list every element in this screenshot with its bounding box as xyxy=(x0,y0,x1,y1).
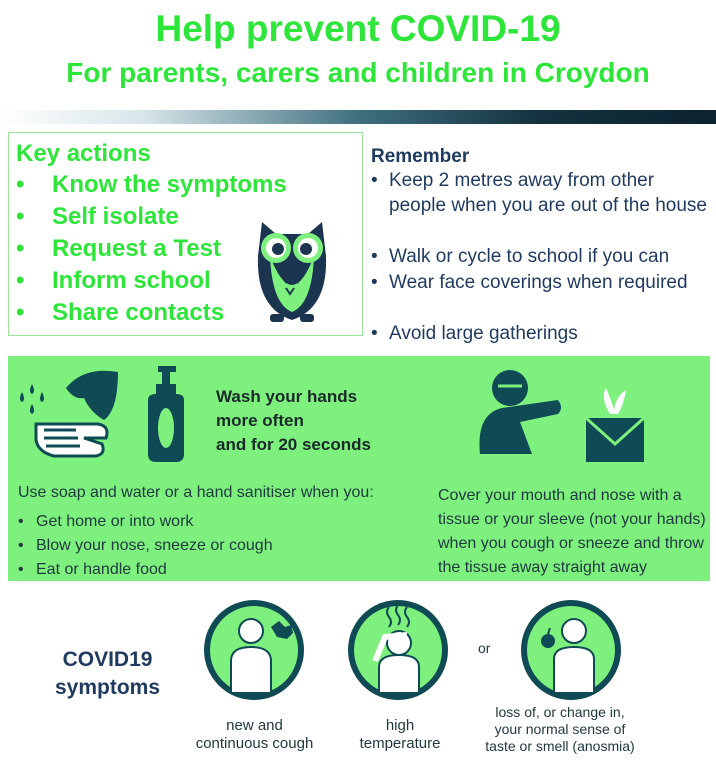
bullet: • xyxy=(18,561,24,578)
remember-text: Walk or cycle to school if you can xyxy=(389,246,670,267)
key-action-item xyxy=(16,171,287,199)
owl-icon xyxy=(252,216,332,326)
wash-hands-heading xyxy=(216,385,371,457)
remember-item xyxy=(371,270,711,295)
soap-bottle-icon xyxy=(142,364,188,464)
cough-caption xyxy=(182,717,327,753)
key-action-item xyxy=(16,299,224,327)
temperature-caption xyxy=(340,717,460,753)
soap-item-label: Get home or into work xyxy=(36,513,194,530)
bullet: • xyxy=(371,246,378,267)
sneeze-into-elbow-icon xyxy=(472,364,566,464)
page-subtitle: For parents, carers and children in Croydon xyxy=(66,57,650,88)
remember-item xyxy=(371,321,711,346)
page-title: Help prevent COVID-19 xyxy=(155,8,561,49)
wash-heading-line: and for 20 seconds xyxy=(216,435,371,454)
caption-line: high xyxy=(385,717,415,734)
caption-line: temperature xyxy=(359,735,441,752)
soap-item xyxy=(18,537,273,555)
caption-line: loss of, or change in, xyxy=(495,704,625,720)
cough-icon xyxy=(201,597,307,703)
wash-heading-line: Wash your hands xyxy=(216,387,358,406)
key-actions-heading: Key actions xyxy=(16,140,151,167)
soap-item xyxy=(18,561,167,579)
key-action-item xyxy=(16,267,211,295)
symptoms-heading-line: symptoms xyxy=(54,676,161,699)
wash-heading-line: more often xyxy=(216,411,304,430)
soap-item-label: Eat or handle food xyxy=(36,561,167,578)
soap-item xyxy=(18,513,193,531)
cover-mouth-text: Cover your mouth and nose with a tissue or your sleeve (not your hands) when you cough or sneeze and throw the tissue away straight away xyxy=(438,487,706,576)
caption-line: your normal sense of xyxy=(494,721,626,737)
caption-line: continuous cough xyxy=(195,735,314,752)
loss-of-taste-smell-icon xyxy=(518,597,624,703)
remember-item xyxy=(371,244,711,269)
symptoms-heading-line: COVID19 xyxy=(62,648,153,671)
remember-text: Keep 2 metres away from other people when you are out of the house xyxy=(389,170,707,216)
bullet: • xyxy=(371,323,378,344)
bullet: • xyxy=(16,171,25,198)
remember-heading: Remember xyxy=(371,146,470,167)
symptoms-heading xyxy=(40,646,175,702)
key-action-item xyxy=(16,235,221,263)
high-temperature-icon xyxy=(345,597,451,703)
bullet: • xyxy=(16,203,25,230)
key-action-label: Self isolate xyxy=(52,203,179,230)
remember-text: Avoid large gatherings xyxy=(389,323,578,344)
header-banner xyxy=(0,110,716,124)
or-label: or xyxy=(478,640,491,656)
soap-item-label: Blow your nose, sneeze or cough xyxy=(36,537,273,554)
tissue-box-icon xyxy=(582,384,648,466)
remember-text: Wear face coverings when required xyxy=(389,272,688,293)
bullet: • xyxy=(371,272,378,293)
key-action-label: Request a Test xyxy=(52,235,221,262)
bullet: • xyxy=(16,299,25,326)
key-action-item xyxy=(16,203,179,231)
key-action-label: Inform school xyxy=(52,267,211,294)
key-action-label: Share contacts xyxy=(52,299,225,326)
bullet: • xyxy=(371,170,378,191)
key-action-label: Know the symptoms xyxy=(52,171,287,198)
caption-line: new and xyxy=(226,717,283,734)
remember-item xyxy=(371,168,711,218)
hand-washing-icon xyxy=(14,364,124,464)
bullet: • xyxy=(16,235,25,262)
bullet: • xyxy=(16,267,25,294)
bullet: • xyxy=(18,537,24,554)
soap-intro: Use soap and water or a hand sanitiser when you: xyxy=(18,484,374,501)
caption-line: taste or smell (anosmia) xyxy=(485,738,635,754)
bullet: • xyxy=(18,513,24,530)
taste-smell-caption xyxy=(470,704,650,755)
